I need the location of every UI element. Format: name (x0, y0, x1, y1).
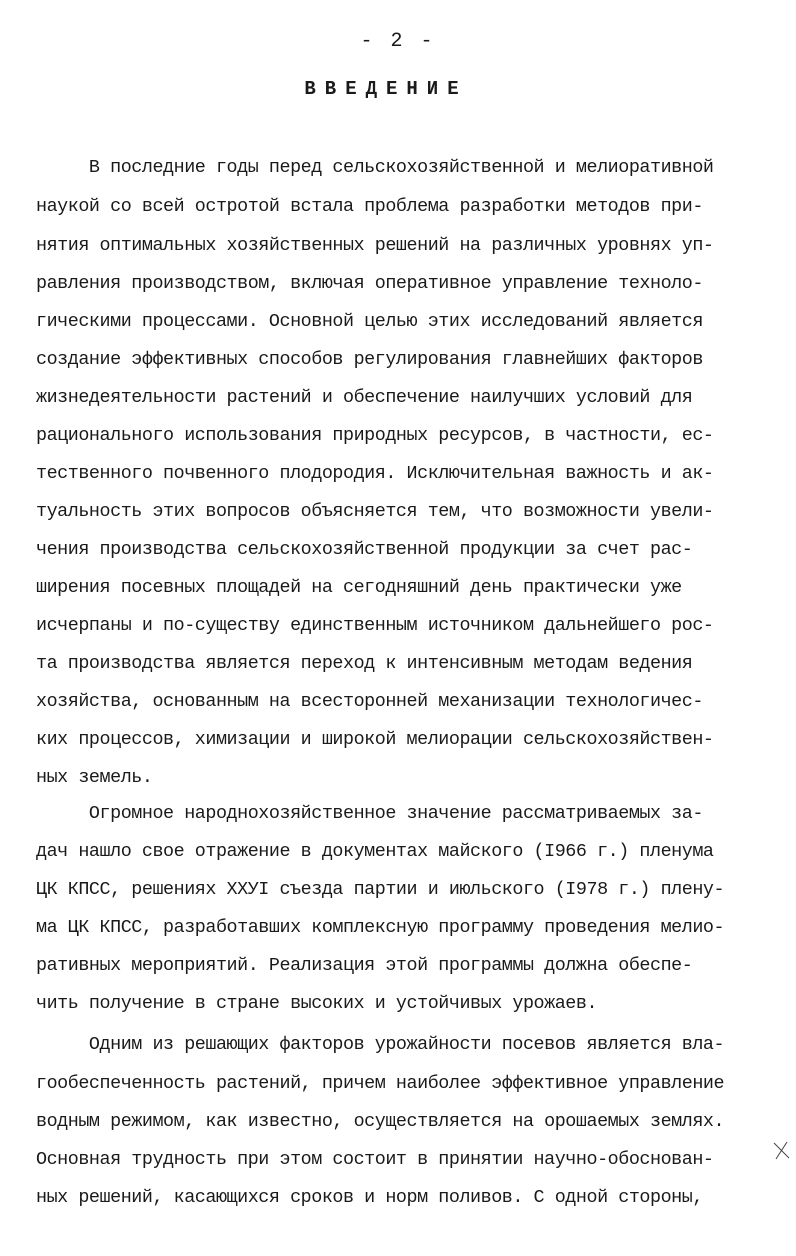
text-line: рационального использования природных ресурсов, в частности, ес- (36, 425, 714, 446)
text-line: хозяйства, основанным на всесторонней механизации технологичес- (36, 691, 703, 712)
text-line: равления производством, включая оперативное управление техноло- (36, 273, 703, 294)
section-heading: ВВЕДЕНИЕ (304, 78, 468, 100)
text-line: гообеспеченность растений, причем наиболее эффективное управление (36, 1073, 725, 1094)
text-line: ма ЦК КПСС, разработавших комплексную программу проведения мелио- (36, 917, 725, 938)
text-line: чить получение в стране высоких и устойчивых урожаев. (36, 993, 598, 1014)
text-line: ширения посевных площадей на сегодняшний день практически уже (36, 577, 682, 598)
text-line: В последние годы перед сельскохозяйственной и мелиоративной (36, 157, 714, 178)
text-line: чения производства сельскохозяйственной продукции за счет рас- (36, 539, 693, 560)
text-line: наукой со всей остротой встала проблема разработки методов при- (36, 196, 703, 217)
text-line: гическими процессами. Основной целью этих исследований является (36, 311, 703, 332)
page-number: - 2 - (360, 30, 436, 53)
text-line: жизнедеятельности растений и обеспечение наилучших условий для (36, 387, 693, 408)
text-line: исчерпаны и по-существу единственным источником дальнейшего рос- (36, 615, 714, 636)
text-line: Одним из решающих факторов урожайности посевов является вла- (36, 1034, 725, 1055)
text-line: дач нашло свое отражение в документах майского (I966 г.) пленума (36, 841, 714, 862)
text-line: ных земель. (36, 767, 153, 788)
text-line: Огромное народнохозяйственное значение рассматриваемых за- (36, 803, 703, 824)
text-line: ЦК КПСС, решениях ХХУI съезда партии и июльского (I978 г.) плену- (36, 879, 725, 900)
text-line: тественного почвенного плодородия. Исключительная важность и ак- (36, 463, 714, 484)
text-line: ных решений, касающихся сроков и норм поливов. С одной стороны, (36, 1187, 703, 1208)
text-line: создание эффективных способов регулирования главнейших факторов (36, 349, 703, 370)
margin-mark-icon (770, 1140, 792, 1162)
text-line: туальность этих вопросов объясняется тем, что возможности увели- (36, 501, 714, 522)
text-line: та производства является переход к интенсивным методам ведения (36, 653, 693, 674)
text-line: ративных мероприятий. Реализация этой программы должна обеспе- (36, 955, 693, 976)
text-line: нятия оптимальных хозяйственных решений на различных уровнях уп- (36, 235, 714, 256)
text-line: водным режимом, как известно, осуществляется на орошаемых землях. (36, 1111, 725, 1132)
text-line: ких процессов, химизации и широкой мелиорации сельскохозяйствен- (36, 729, 714, 750)
text-line: Основная трудность при этом состоит в принятии научно-обоснован- (36, 1149, 714, 1170)
